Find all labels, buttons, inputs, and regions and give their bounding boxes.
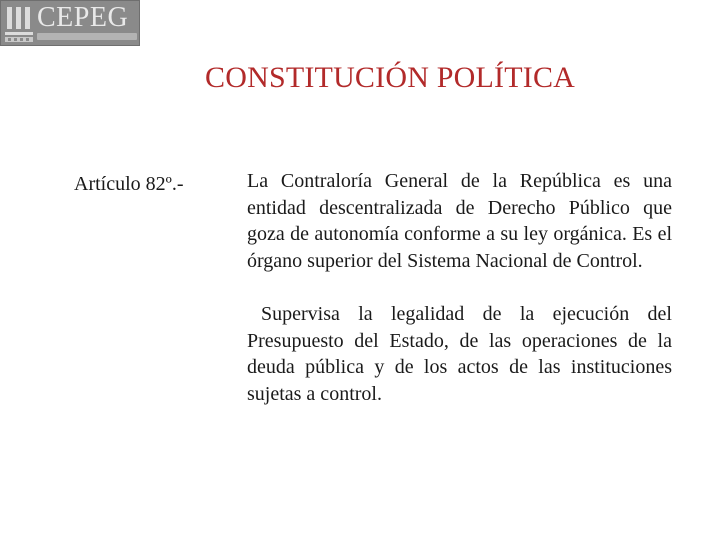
article-paragraph: La Contraloría General de la República es una entidad descentralizada de Derecho Público que goza de autonomía conforme a su ley orgánica. Es el órgano superior del Sistema Nacional de Control. xyxy=(247,170,672,272)
article-paragraph: Supervisa la legalidad de la ejecución del Presupuesto del Estado, de las operaciones de la deuda pública y de los actos de las instituciones sujetas a control. xyxy=(247,303,672,405)
title-container xyxy=(0,58,720,98)
article-body xyxy=(247,168,672,407)
article-label: Artículo 82º.- xyxy=(74,173,184,195)
page-title: CONSTITUCIÓN POLÍTICA xyxy=(205,61,576,94)
logo-tagline-strip xyxy=(37,33,137,40)
logo-wordmark: CEPEG xyxy=(37,2,129,33)
columns-building-emblem-icon xyxy=(5,5,33,43)
cepeg-logo xyxy=(0,0,140,46)
